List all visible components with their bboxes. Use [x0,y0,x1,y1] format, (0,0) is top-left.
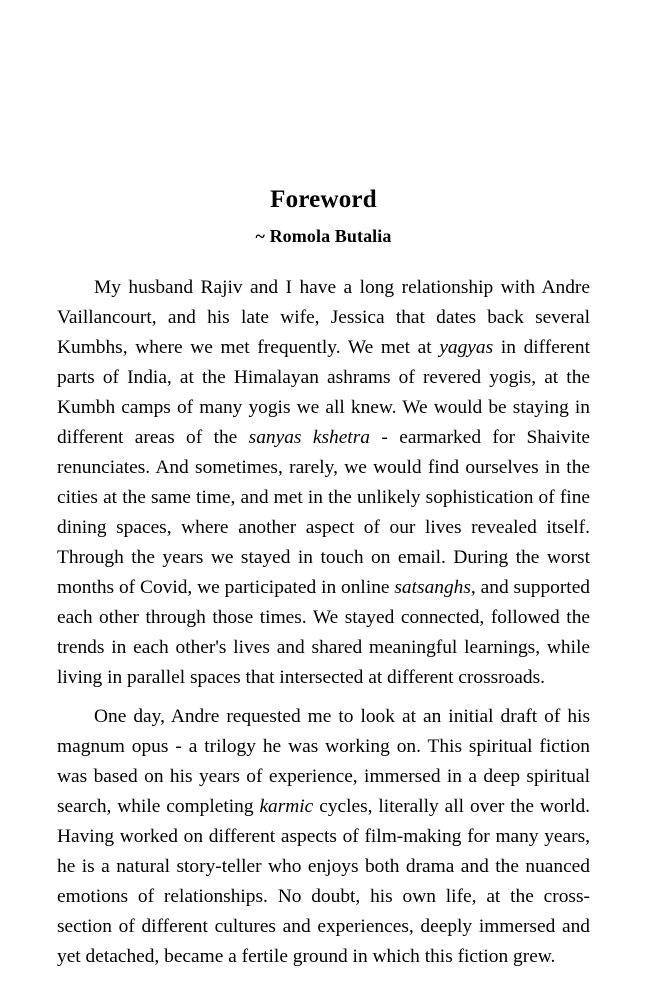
page-title: Foreword [270,186,377,213]
italic-term: sanyas kshetra [248,427,370,449]
italic-term: satsanghs [394,577,471,599]
body-paragraph-1: My husband Rajiv and I have a long relationship with Andre Vaillancourt, and his late wife, Jessica that dates back several Kumbhs, where we met frequently. We met at yagyas in different parts of India, at the Himalayan ashrams of revered yogis, at the Kumbh camps of many yogis we all knew. We would be staying in different areas of the sanyas kshetra - earmarked for Shaivite renunciates. And sometimes, rarely, we would find ourselves in the cities at the same time, and met in the unlikely sophistication of fine dining spaces, where another aspect of our lives revealed itself. Through the years we stayed in touch on email. During the worst months of Covid, we participated in online satsanghs, and supported each other through those times. We stayed connected, followed the trends in each other's lives and shared meaningful learnings, while living in parallel spaces that intersected at different crossroads. [57,277,590,689]
page-content-column [57,0,590,972]
body-paragraph-2: One day, Andre requested me to look at an initial draft of his magnum opus - a trilogy he was working on. This spiritual fiction was based on his years of experience, immersed in a deep spiritual search, while completing karmic cycles, literally all over the world. Having worked on different aspects of film-making for many years, he is a natural story-teller who enjoys both drama and the nuanced emotions of relationships. No doubt, his own life, at the cross-section of different cultures and experiences, deeply immersed and yet detached, became a fertile ground in which this fiction grew. [57,706,590,968]
italic-term: karmic [259,796,314,818]
author-attribution: ~ Romola Butalia [255,225,392,246]
italic-term: yagyas [439,337,494,359]
